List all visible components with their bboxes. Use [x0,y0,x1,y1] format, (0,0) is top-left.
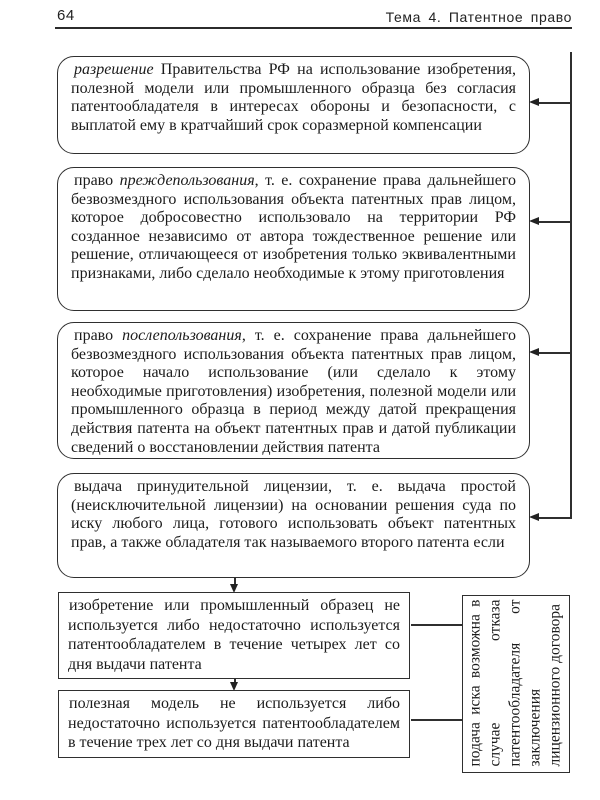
flow-box-government-permission-text [71,61,516,135]
arrow-into-box-2-line [537,221,571,223]
flow-box-post-use-right-text [71,327,516,457]
flow-box-prior-use-right [57,167,530,311]
flow-box-compulsory-license [57,473,530,578]
condition-box-utility-model-text: полезная модель не используется либо недостаточно используется патентообладателем в течение трех лет со дня выдачи патента [68,695,400,751]
left-arrowhead-icon [529,217,539,225]
box1-rest: Правительства РФ на использование изобретения, полезной модели или промышленного образца без согласия патентообладателя в интересах обороны и безопасности, с выплатой ему в кратчайший срок соразмерной компенсации [71,61,516,134]
running-header-title: Тема 4. Патентное право [385,9,572,25]
condition-box-invention [58,592,410,679]
connector-box5-to-note [411,624,462,626]
box2-italic-term: преждепользования [119,172,255,189]
flow-box-post-use-right [57,322,530,459]
connector-box6-to-note [411,719,462,721]
arrow-into-box-3-line [537,352,571,354]
right-connector-line [570,52,572,519]
side-note-text: подача иска возможна в случае отказа патентообладателя от заключения лицензионного договора [466,599,564,767]
box3-lead: право [74,327,123,344]
flow-box-prior-use-right-text [71,172,516,284]
page-number: 64 [57,7,75,24]
box4-rest: выдача принудительной лицензии, т. е. выдача простой (неисключительной лицензии) на основании решения суда по иску любого лица, готового использовать объект патентных прав, а также обладателя так называемого второго патента если [71,478,516,551]
arrow-into-box-1-line [537,102,571,104]
left-arrowhead-icon [529,348,539,356]
arrow-into-box-4-line [537,517,571,519]
box2-lead: право [74,172,120,189]
box3-rest: , т. е. сохранение права дальнейшего безвозмездного использования объекта патентных прав лицом, которое начало использование (или сделало к этому необходимые приготовления) изобретения, полезной модели или промышленного образца в период между датой прекращения действия патента на объект патентных прав и датой публикации сведений о восстановлении действия патента [71,327,517,456]
box2-rest: , т. е. сохранение права дальнейшего безвозмездного использования объекта патентных прав лицом, которое добросовестно использовало на территории РФ созданное независимо от автора тождественное решение или решение, отличающееся от изобретения только эквивалентными признаками, либо сделало необходимые к этому приготовления [71,172,517,282]
condition-box-utility-model [58,690,410,758]
flow-box-government-permission [57,56,530,154]
box1-italic-term: разрешение [74,61,154,78]
flow-box-compulsory-license-text [71,478,516,552]
box3-italic-term: послепользования [122,327,242,344]
side-note-box [462,595,570,773]
left-arrowhead-icon [529,513,539,521]
left-arrowhead-icon [529,98,539,106]
condition-box-invention-text: изобретение или промышленный образец не используется либо недостаточно используется патентообладателем в течение четырех лет со дня выдачи патента [68,597,400,673]
header-rule [55,27,572,29]
